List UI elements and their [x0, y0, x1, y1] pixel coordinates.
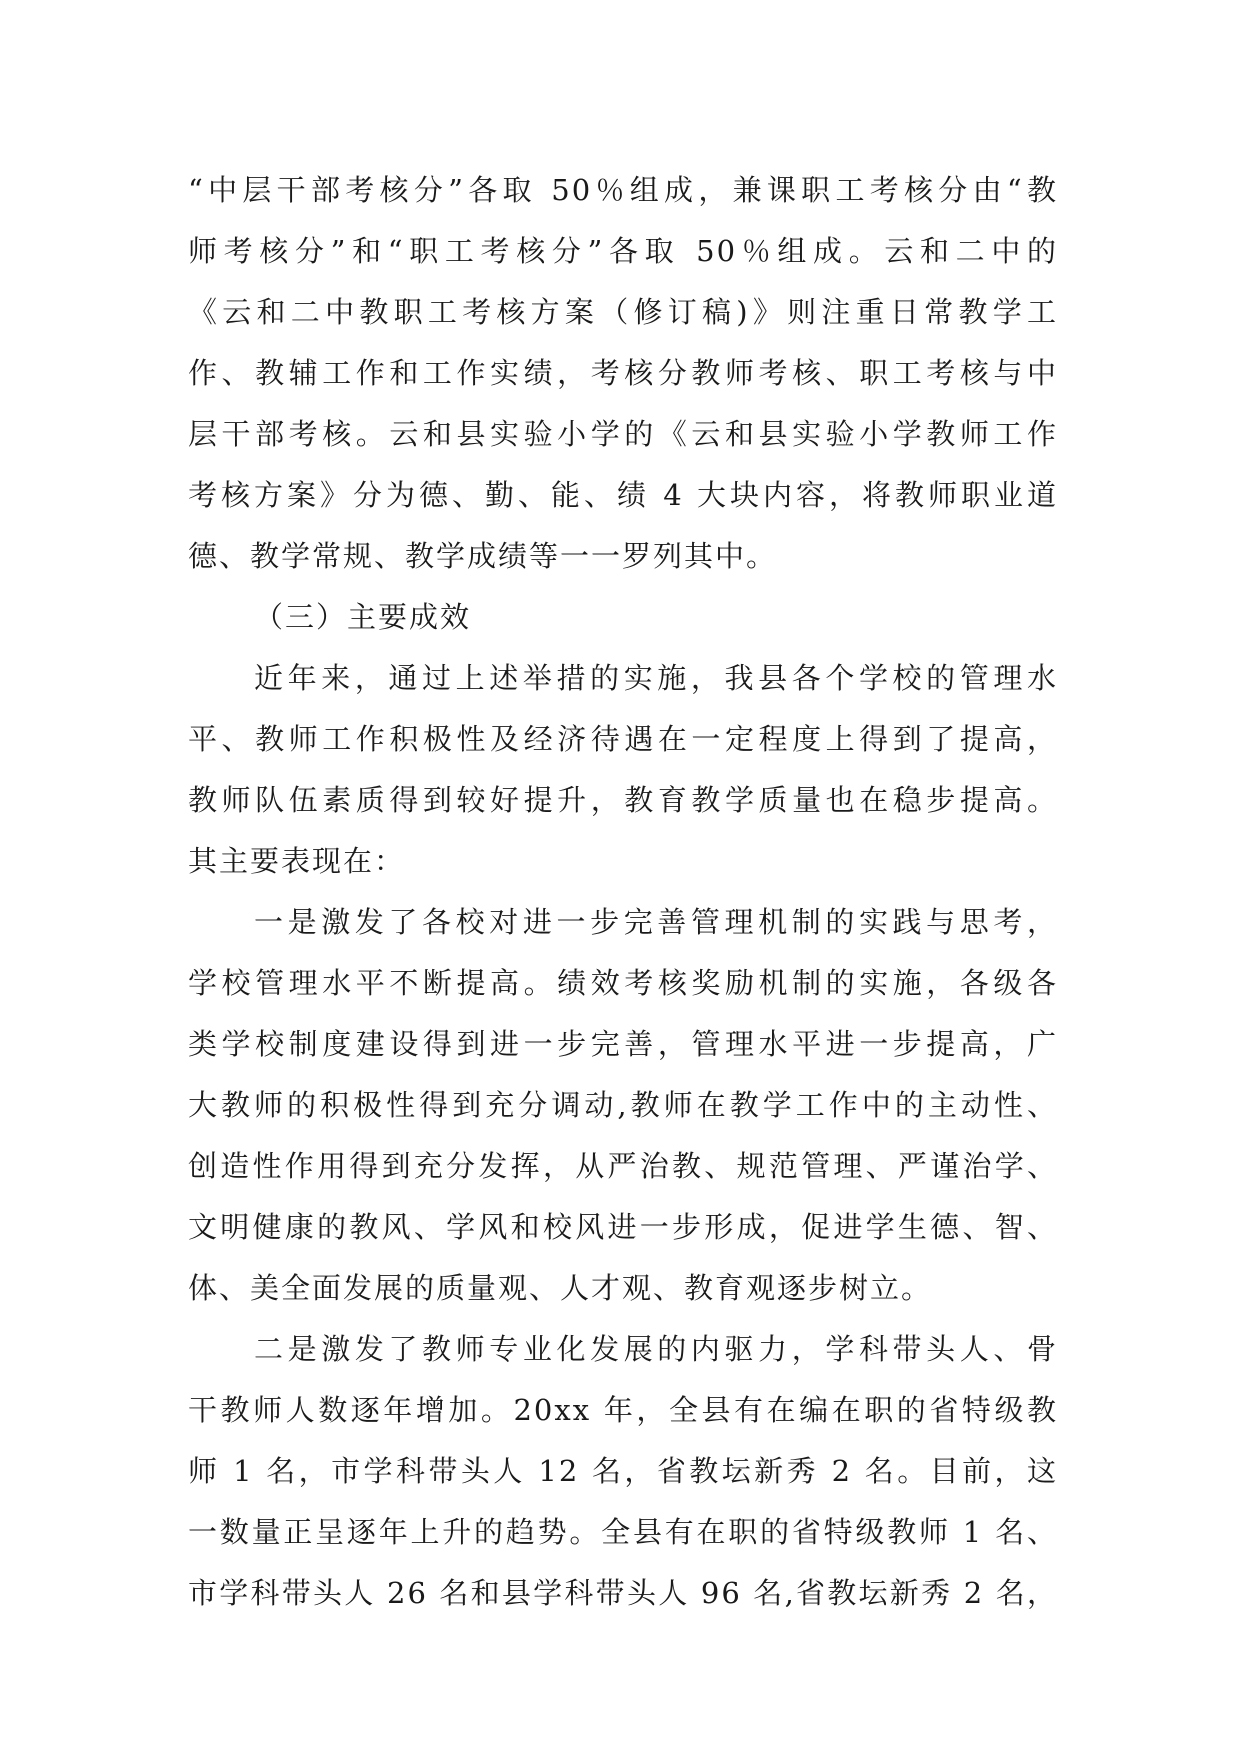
paragraph-4-line-4: 一数量正呈逐年上升的趋势。全县有在职的省特级教师 1 名、 [188, 1515, 1058, 1549]
paragraph-1-line-7: 德、教学常规、教学成绩等一一罗列其中。 [188, 539, 778, 573]
paragraph-4-line-2: 干教师人数逐年增加。20xx 年，全县有在编在职的省特级教 [188, 1393, 1058, 1427]
paragraph-1-line-3: 《云和二中教职工考核方案（修订稿)》则注重日常教学工 [188, 295, 1058, 329]
paragraph-3-line-6: 文明健康的教风、学风和校风进一步形成，促进学生德、智、 [188, 1210, 1058, 1244]
paragraph-3-line-3: 类学校制度建设得到进一步完善，管理水平进一步提高，广 [188, 1027, 1058, 1061]
paragraph-2-line-2: 平、教师工作积极性及经济待遇在一定程度上得到了提高， [188, 722, 1058, 756]
paragraph-2-line-3: 教师队伍素质得到较好提升，教育教学质量也在稳步提高。 [188, 783, 1058, 817]
paragraph-4-line-5: 市学科带头人 26 名和县学科带头人 96 名,省教坛新秀 2 名， [188, 1576, 1058, 1610]
section-heading: （三）主要成效 [254, 600, 472, 634]
paragraph-3-line-2: 学校管理水平不断提高。绩效考核奖励机制的实施，各级各 [188, 966, 1058, 1000]
paragraph-3-line-7: 体、美全面发展的质量观、人才观、教育观逐步树立。 [188, 1271, 933, 1305]
paragraph-2-line-4: 其主要表现在： [188, 844, 406, 878]
paragraph-1-line-4: 作、教辅工作和工作实绩，考核分教师考核、职工考核与中 [188, 356, 1058, 390]
paragraph-1-line-2: 师考核分”和“职工考核分”各取 50％组成。云和二中的 [188, 234, 1058, 268]
paragraph-1-line-6: 考核方案》分为德、勤、能、绩 4 大块内容，将教师职业道 [188, 478, 1058, 512]
paragraph-3-line-1: 一是激发了各校对进一步完善管理机制的实践与思考， [254, 905, 1058, 939]
paragraph-1-line-5: 层干部考核。云和县实验小学的《云和县实验小学教师工作 [188, 417, 1058, 451]
paragraph-3-line-5: 创造性作用得到充分发挥，从严治教、规范管理、严谨治学、 [188, 1149, 1058, 1183]
paragraph-4-line-3: 师 1 名，市学科带头人 12 名，省教坛新秀 2 名。目前，这 [188, 1454, 1058, 1488]
paragraph-3-line-4: 大教师的积极性得到充分调动,教师在教学工作中的主动性、 [188, 1088, 1058, 1122]
paragraph-2-line-1: 近年来，通过上述举措的实施，我县各个学校的管理水 [254, 661, 1058, 695]
body-text [188, 160, 1058, 1624]
paragraph-4-line-1: 二是激发了教师专业化发展的内驱力，学科带头人、骨 [254, 1332, 1058, 1366]
paragraph-1-line-1: “中层干部考核分”各取 50％组成，兼课职工考核分由“教 [188, 173, 1058, 207]
